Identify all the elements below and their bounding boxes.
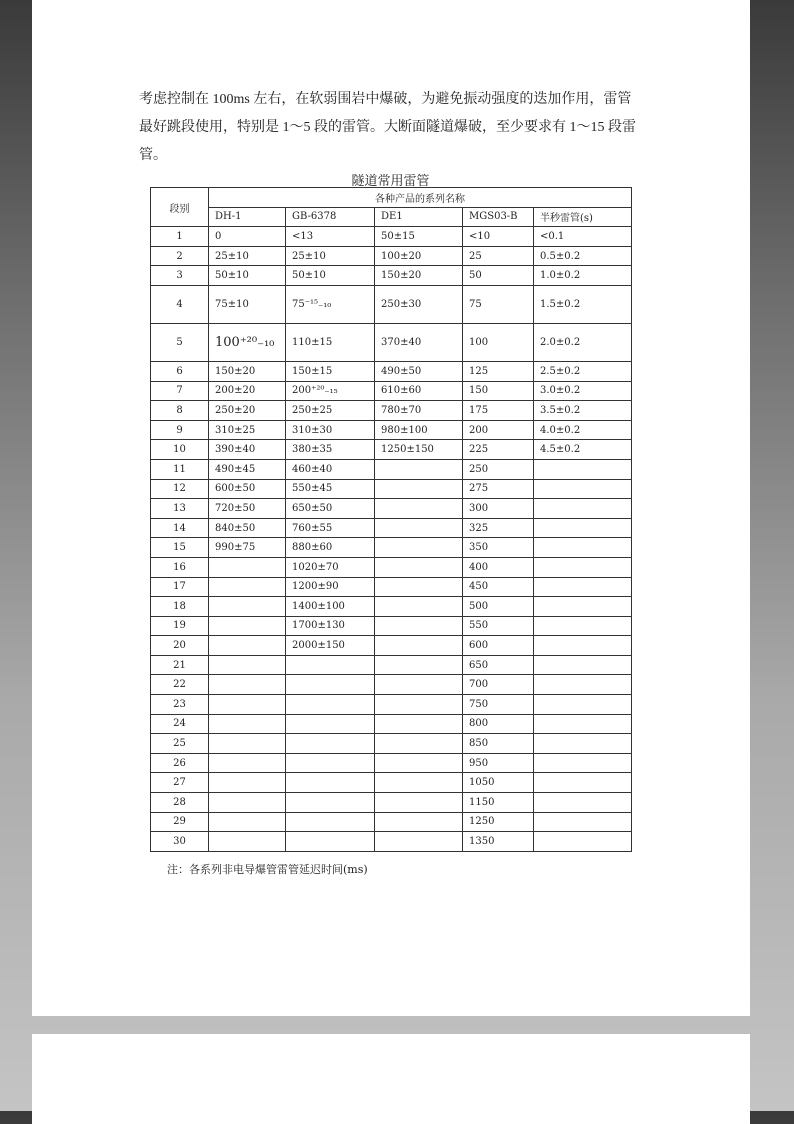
delay-cell: [534, 714, 632, 734]
delay-cell: 390±40: [209, 440, 286, 460]
delay-cell: [534, 557, 632, 577]
delay-cell: [375, 557, 463, 577]
segment-number-cell: 16: [151, 557, 209, 577]
delay-cell: <13: [286, 227, 375, 247]
segment-number-cell: 17: [151, 577, 209, 597]
delay-cell: 2000±150: [286, 636, 375, 656]
document-page: [32, 0, 750, 1016]
delay-cell: 380±35: [286, 440, 375, 460]
delay-cell: 450: [463, 577, 534, 597]
table-row: [151, 695, 632, 715]
segment-number-cell: 14: [151, 518, 209, 538]
delay-cell: [534, 577, 632, 597]
delay-cell: [375, 616, 463, 636]
delay-cell: [534, 734, 632, 754]
delay-cell: 2.5±0.2: [534, 361, 632, 381]
segment-number-cell: 22: [151, 675, 209, 695]
delay-cell: 250±30: [375, 285, 463, 323]
table-row: [151, 557, 632, 577]
table-row: [151, 420, 632, 440]
table-row: [151, 285, 632, 323]
segment-number-cell: 13: [151, 499, 209, 519]
delay-cell: 850: [463, 734, 534, 754]
delay-cell: 50: [463, 266, 534, 286]
segment-number-cell: 3: [151, 266, 209, 286]
delay-cell: 325: [463, 518, 534, 538]
segment-number-cell: 2: [151, 246, 209, 266]
segment-number-cell: 28: [151, 793, 209, 813]
delay-cell: [375, 773, 463, 793]
delay-cell: 150: [463, 381, 534, 401]
delay-cell: 300: [463, 499, 534, 519]
table-row: [151, 616, 632, 636]
delay-cell: [286, 793, 375, 813]
delay-cell: 600: [463, 636, 534, 656]
delay-cell: 1700±130: [286, 616, 375, 636]
delay-cell: [375, 577, 463, 597]
delay-cell: [534, 753, 632, 773]
delay-cell: [534, 518, 632, 538]
delay-cell: 780±70: [375, 401, 463, 421]
table-note: 注：各系列非电导爆管雷管延迟时间(ms): [167, 863, 368, 876]
segment-number-cell: 11: [151, 459, 209, 479]
delay-cell: [209, 753, 286, 773]
delay-cell: 600±50: [209, 479, 286, 499]
delay-cell: 550±45: [286, 479, 375, 499]
delay-cell: 275: [463, 479, 534, 499]
delay-cell: [534, 636, 632, 656]
delay-cell: [375, 734, 463, 754]
delay-cell: 225: [463, 440, 534, 460]
delay-cell: [209, 655, 286, 675]
table-row: [151, 518, 632, 538]
delay-cell: 370±40: [375, 323, 463, 361]
delay-cell: 25: [463, 246, 534, 266]
delay-cell: 100: [463, 323, 534, 361]
delay-cell: [286, 714, 375, 734]
delay-cell: [534, 655, 632, 675]
delay-cell: 610±60: [375, 381, 463, 401]
delay-cell: 25±10: [286, 246, 375, 266]
segment-number-cell: 21: [151, 655, 209, 675]
segment-number-cell: 19: [151, 616, 209, 636]
table-row: [151, 459, 632, 479]
delay-cell: [534, 695, 632, 715]
delay-cell: [209, 675, 286, 695]
delay-cell: [534, 773, 632, 793]
delay-cell: [375, 793, 463, 813]
table-row: [151, 381, 632, 401]
delay-cell: [286, 753, 375, 773]
table-row: [151, 734, 632, 754]
delay-cell: [375, 675, 463, 695]
table-row: [151, 361, 632, 381]
delay-cell: [375, 812, 463, 832]
delay-cell: [534, 832, 632, 852]
delay-cell: 650: [463, 655, 534, 675]
segment-number-cell: 5: [151, 323, 209, 361]
table-row: [151, 773, 632, 793]
delay-cell: 950: [463, 753, 534, 773]
segment-number-cell: 15: [151, 538, 209, 558]
delay-cell: 250±25: [286, 401, 375, 421]
delay-cell: [534, 499, 632, 519]
detonator-table: [150, 187, 632, 852]
delay-cell: [209, 557, 286, 577]
delay-cell: 720±50: [209, 499, 286, 519]
delay-cell: 990±75: [209, 538, 286, 558]
delay-cell: 1250±150: [375, 440, 463, 460]
delay-cell: 500: [463, 597, 534, 617]
delay-cell: [534, 675, 632, 695]
delay-cell: 650±50: [286, 499, 375, 519]
delay-cell: [375, 695, 463, 715]
table-row: [151, 675, 632, 695]
delay-cell: [209, 695, 286, 715]
table-row: [151, 793, 632, 813]
delay-cell: 50±10: [286, 266, 375, 286]
table-row: [151, 440, 632, 460]
delay-cell: 310±30: [286, 420, 375, 440]
delay-cell: 110±15: [286, 323, 375, 361]
delay-cell: 150±15: [286, 361, 375, 381]
delay-cell: [375, 832, 463, 852]
delay-cell: [534, 538, 632, 558]
delay-cell: 75⁻¹⁵₋₁₀: [286, 285, 375, 323]
table-row: [151, 246, 632, 266]
delay-cell: [375, 459, 463, 479]
delay-cell: [534, 597, 632, 617]
delay-cell: <0.1: [534, 227, 632, 247]
delay-cell: 1050: [463, 773, 534, 793]
segment-number-cell: 12: [151, 479, 209, 499]
delay-cell: 150±20: [209, 361, 286, 381]
delay-cell: [375, 597, 463, 617]
delay-cell: [534, 479, 632, 499]
delay-cell: 460±40: [286, 459, 375, 479]
delay-cell: 175: [463, 401, 534, 421]
delay-cell: 250±20: [209, 401, 286, 421]
delay-cell: [375, 714, 463, 734]
delay-cell: [209, 636, 286, 656]
delay-cell: [375, 636, 463, 656]
table-row: [151, 832, 632, 852]
delay-cell: [286, 734, 375, 754]
delay-cell: 980±100: [375, 420, 463, 440]
table-row: [151, 577, 632, 597]
delay-cell: 200±20: [209, 381, 286, 401]
delay-cell: 4.5±0.2: [534, 440, 632, 460]
delay-cell: 490±45: [209, 459, 286, 479]
delay-cell: 1020±70: [286, 557, 375, 577]
segment-number-cell: 9: [151, 420, 209, 440]
delay-cell: 200: [463, 420, 534, 440]
delay-cell: 750: [463, 695, 534, 715]
segment-number-cell: 27: [151, 773, 209, 793]
table-title: 隧道常用雷管: [351, 173, 430, 188]
delay-cell: 840±50: [209, 518, 286, 538]
delay-cell: 1150: [463, 793, 534, 813]
segment-number-cell: 30: [151, 832, 209, 852]
segment-number-cell: 8: [151, 401, 209, 421]
delay-cell: 1350: [463, 832, 534, 852]
delay-cell: [286, 812, 375, 832]
segment-header: 段别: [151, 188, 209, 227]
segment-number-cell: 4: [151, 285, 209, 323]
delay-cell: 1400±100: [286, 597, 375, 617]
segment-number-cell: 18: [151, 597, 209, 617]
delay-cell: 75±10: [209, 285, 286, 323]
table-row: [151, 227, 632, 247]
column-header: MGS03-B: [463, 207, 534, 227]
delay-cell: [375, 518, 463, 538]
delay-cell: 310±25: [209, 420, 286, 440]
delay-cell: 490±50: [375, 361, 463, 381]
delay-cell: 2.0±0.2: [534, 323, 632, 361]
delay-cell: [286, 675, 375, 695]
delay-cell: [209, 793, 286, 813]
segment-number-cell: 1: [151, 227, 209, 247]
segment-number-cell: 23: [151, 695, 209, 715]
delay-cell: 3.5±0.2: [534, 401, 632, 421]
delay-cell: 250: [463, 459, 534, 479]
delay-cell: [209, 734, 286, 754]
table-row: [151, 499, 632, 519]
delay-cell: 100⁺²⁰₋₁₀: [209, 323, 286, 361]
delay-cell: 400: [463, 557, 534, 577]
delay-cell: [534, 459, 632, 479]
delay-cell: 350: [463, 538, 534, 558]
table-row: [151, 597, 632, 617]
delay-cell: <10: [463, 227, 534, 247]
segment-number-cell: 7: [151, 381, 209, 401]
table-row: [151, 636, 632, 656]
delay-cell: 200⁺²⁰₋₁₅: [286, 381, 375, 401]
column-header: GB-6378: [286, 207, 375, 227]
segment-number-cell: 20: [151, 636, 209, 656]
delay-cell: [209, 597, 286, 617]
column-header: DE1: [375, 207, 463, 227]
delay-cell: [209, 832, 286, 852]
table-row: [151, 753, 632, 773]
delay-cell: 700: [463, 675, 534, 695]
delay-cell: 100±20: [375, 246, 463, 266]
segment-number-cell: 25: [151, 734, 209, 754]
table-row: [151, 812, 632, 832]
delay-cell: [209, 577, 286, 597]
segment-number-cell: 26: [151, 753, 209, 773]
series-group-header: 各种产品的系列名称: [209, 188, 632, 208]
segment-number-cell: 10: [151, 440, 209, 460]
segment-number-cell: 24: [151, 714, 209, 734]
delay-cell: 760±55: [286, 518, 375, 538]
delay-cell: 75: [463, 285, 534, 323]
table-row: [151, 479, 632, 499]
table-row: [151, 401, 632, 421]
delay-cell: [286, 773, 375, 793]
delay-cell: 25±10: [209, 246, 286, 266]
delay-cell: [375, 499, 463, 519]
delay-cell: 3.0±0.2: [534, 381, 632, 401]
segment-number-cell: 29: [151, 812, 209, 832]
table-row: [151, 266, 632, 286]
delay-cell: 4.0±0.2: [534, 420, 632, 440]
table-row: [151, 655, 632, 675]
delay-cell: [209, 812, 286, 832]
delay-cell: [286, 832, 375, 852]
body-paragraph: 考虑控制在 100ms 左右，在软弱围岩中爆破，为避免振动强度的迭加作用，雷管最好跳段使用，特别是 1～5 段的雷管。大断面隧道爆破，至少要求有 1～15 段雷管。: [139, 92, 636, 163]
segment-number-cell: 6: [151, 361, 209, 381]
delay-cell: 800: [463, 714, 534, 734]
delay-cell: 50±10: [209, 266, 286, 286]
column-header: DH-1: [209, 207, 286, 227]
delay-cell: [375, 753, 463, 773]
table-row: [151, 538, 632, 558]
delay-cell: [209, 714, 286, 734]
delay-cell: [375, 479, 463, 499]
delay-cell: 1.5±0.2: [534, 285, 632, 323]
delay-cell: 1250: [463, 812, 534, 832]
delay-cell: 50±15: [375, 227, 463, 247]
delay-cell: 0: [209, 227, 286, 247]
column-header-row: [151, 207, 632, 227]
delay-cell: [534, 616, 632, 636]
delay-cell: [286, 655, 375, 675]
delay-cell: [286, 695, 375, 715]
delay-cell: [534, 812, 632, 832]
delay-cell: 0.5±0.2: [534, 246, 632, 266]
delay-cell: [375, 538, 463, 558]
delay-cell: 1200±90: [286, 577, 375, 597]
delay-cell: 125: [463, 361, 534, 381]
delay-cell: 1.0±0.2: [534, 266, 632, 286]
table-header-row: [151, 188, 632, 208]
delay-cell: [209, 773, 286, 793]
delay-cell: [375, 655, 463, 675]
column-header: 半秒雷管(s): [534, 207, 632, 227]
delay-cell: [209, 616, 286, 636]
delay-cell: 150±20: [375, 266, 463, 286]
delay-cell: [534, 793, 632, 813]
table-row: [151, 323, 632, 361]
delay-cell: 550: [463, 616, 534, 636]
table-row: [151, 714, 632, 734]
delay-cell: 880±60: [286, 538, 375, 558]
